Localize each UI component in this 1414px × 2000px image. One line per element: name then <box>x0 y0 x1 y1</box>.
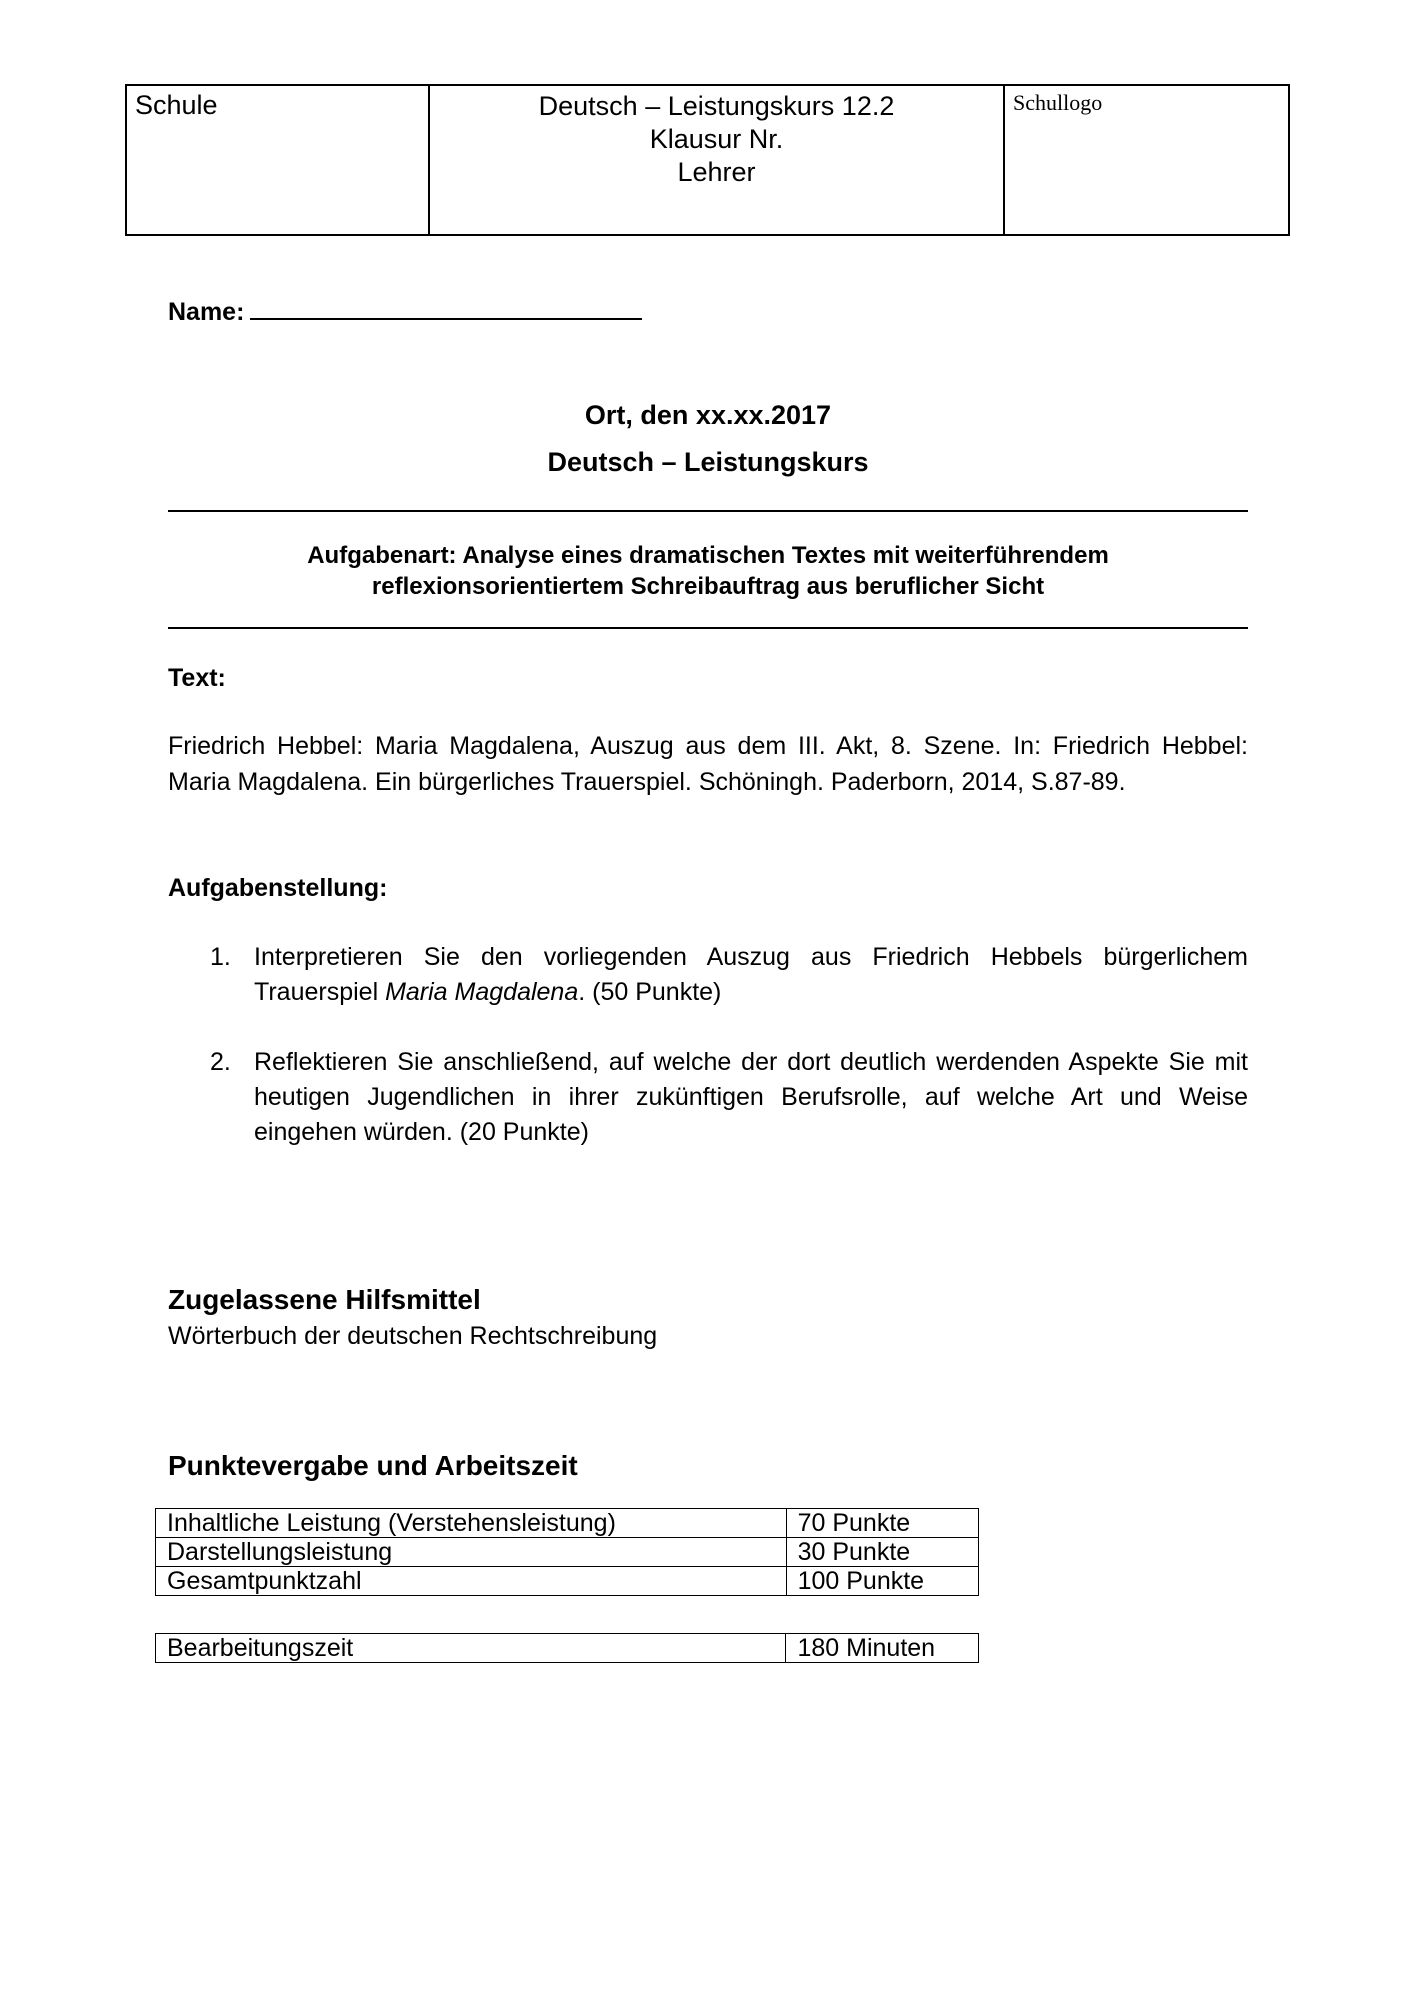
school-cell <box>126 85 429 235</box>
table-row <box>156 1567 979 1596</box>
table-row <box>156 1538 979 1567</box>
task-number: 2. <box>210 1048 231 1076</box>
school-name: Schule <box>135 90 218 120</box>
task-points: . (50 Punkte) <box>578 978 722 1006</box>
divider-top <box>168 510 1248 512</box>
list-item <box>168 1045 1248 1150</box>
work-title: Maria Magdalena <box>385 978 579 1006</box>
time-label: Bearbeitungszeit <box>156 1634 786 1663</box>
table-row <box>156 1509 979 1538</box>
aids-item: Wörterbuch der deutschen Rechtschreibung <box>168 1322 658 1350</box>
score-label: Gesamtpunktzahl <box>156 1567 787 1596</box>
logo-placeholder: Schullogo <box>1013 90 1103 115</box>
exam-line: Klausur Nr. <box>649 124 784 154</box>
time-table <box>155 1633 979 1663</box>
task-text: Reflektieren Sie anschließend, auf welche der dort deutlich werdenden Aspekte Sie mit heutigen Jugendlichen in ihrer zukünftigen Berufsrolle, auf welche Art und Weise eingehen würden. (20 Punkte) <box>254 1048 1248 1146</box>
score-value: 100 Punkte <box>786 1567 978 1596</box>
score-value: 30 Punkte <box>786 1538 978 1567</box>
teacher-line: Lehrer <box>677 157 756 187</box>
score-value: 70 Punkte <box>786 1509 978 1538</box>
list-item <box>168 940 1248 1010</box>
text-label: Text: <box>168 664 226 692</box>
logo-cell <box>1004 85 1289 235</box>
task-text: Interpretieren Sie den vorliegenden Auszug aus Friedrich Hebbels bürgerlichem Trauerspiel <box>254 943 1248 1006</box>
subject-title: Deutsch – Leistungskurs <box>547 447 869 477</box>
task-1 <box>168 940 1248 1010</box>
aids-heading: Zugelassene Hilfsmittel <box>168 1284 481 1315</box>
text-source: Friedrich Hebbel: Maria Magdalena, Auszug aus dem III. Akt, 8. Szene. In: Friedrich Hebbel: Maria Magdalena. Ein bürgerliches Trauerspiel. Schöningh. Paderborn, 2014, S.87-89. <box>168 732 1248 796</box>
name-label: Name: <box>168 298 245 326</box>
name-field <box>168 294 642 327</box>
task-type-line-2: reflexionsorientiertem Schreibauftrag aus beruflicher Sicht <box>371 573 1045 600</box>
score-label: Inhaltliche Leistung (Verstehensleistung) <box>156 1509 787 1538</box>
course-cell <box>429 85 1004 235</box>
scoring-table <box>155 1508 979 1596</box>
scoring-heading: Punktevergabe und Arbeitszeit <box>168 1450 578 1481</box>
task-2 <box>168 1045 1248 1150</box>
task-type <box>168 540 1248 602</box>
task-number: 1. <box>210 943 231 971</box>
assignment-label: Aufgabenstellung: <box>168 874 388 902</box>
place-date: Ort, den xx.xx.2017 <box>584 400 832 430</box>
divider-bottom <box>168 627 1248 629</box>
table-row <box>156 1634 979 1663</box>
task-type-line-1: Aufgabenart: Analyse eines dramatischen Textes mit weiterführendem <box>307 542 1109 569</box>
header-table <box>125 84 1290 236</box>
name-blank-line <box>250 294 642 320</box>
time-value: 180 Minuten <box>786 1634 979 1663</box>
course-line: Deutsch – Leistungskurs 12.2 <box>538 91 895 121</box>
score-label: Darstellungsleistung <box>156 1538 787 1567</box>
